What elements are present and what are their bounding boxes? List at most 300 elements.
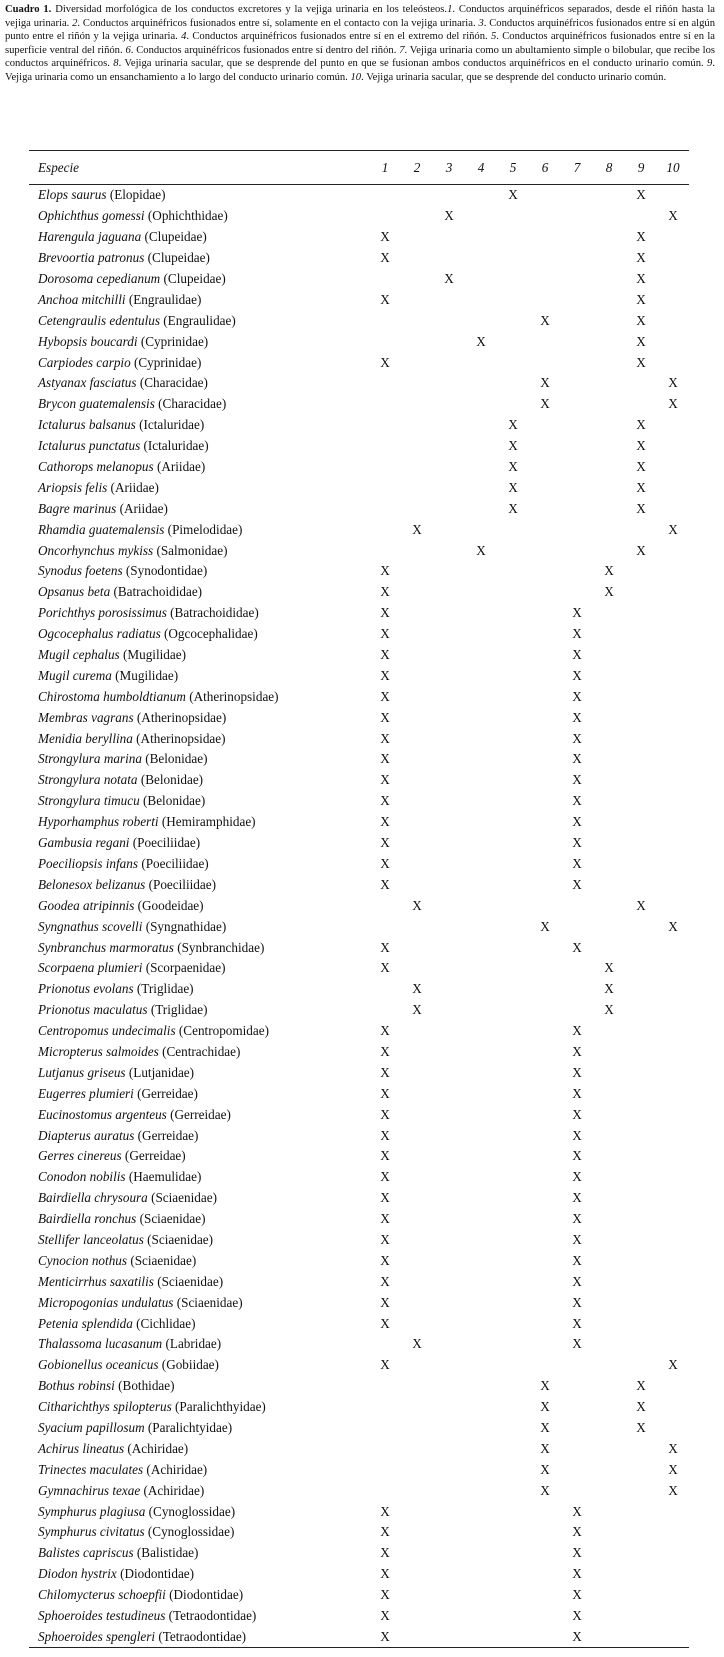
species-name: Porichthys porosissimus (38, 605, 167, 621)
mark-cell-4 (465, 1042, 497, 1063)
mark-cell-9 (625, 728, 657, 749)
species-name: Eucinostomus argenteus (38, 1106, 167, 1122)
species-name: Harengula jaguana (38, 229, 142, 245)
species-cell (29, 415, 369, 436)
mark-cell-7 (561, 1459, 593, 1480)
family-name: (Sciaenidae) (147, 1231, 214, 1247)
mark-cell-1 (369, 979, 401, 1000)
mark-cell-3 (433, 1104, 465, 1125)
mark-cell-2 (401, 1104, 433, 1125)
mark-cell-2: X (412, 897, 422, 913)
mark-cell-4 (465, 1250, 497, 1271)
caption-item-number: 2 (72, 17, 78, 29)
mark-cell-4 (465, 916, 497, 937)
species-name: Prionotus evolans (38, 981, 134, 997)
mark-cell-3 (433, 854, 465, 875)
species-cell (29, 645, 369, 666)
mark-cell-8 (593, 707, 625, 728)
mark-cell-9 (625, 958, 657, 979)
mark-cell-8 (593, 1083, 625, 1104)
mark-cell-1: X (380, 1273, 390, 1289)
mark-cell-2 (401, 854, 433, 875)
mark-cell-5 (497, 624, 529, 645)
caption-item-text: Conductos arquinéfricos fusionados entre sí en el extremo del riñón. (192, 31, 488, 43)
table-row (29, 1313, 689, 1334)
mark-cell-7: X (572, 1503, 582, 1519)
mark-cell-10 (657, 958, 689, 979)
species-name: Elops saurus (38, 187, 107, 203)
mark-cell-9 (625, 1209, 657, 1230)
mark-cell-2 (401, 749, 433, 770)
table-row (29, 624, 689, 645)
mark-cell-6 (529, 1000, 561, 1021)
caption-item-text: Conductos arquinéfricos separados, desde el riñón hasta la vejiga urinaria. (5, 4, 715, 29)
table-row (29, 854, 689, 875)
mark-cell-7: X (572, 1273, 582, 1289)
mark-cell-10 (657, 561, 689, 582)
mark-cell-6 (529, 728, 561, 749)
table-row (29, 1585, 689, 1606)
mark-cell-1: X (380, 1231, 390, 1247)
family-name: (Scorpaenidae) (145, 960, 226, 976)
mark-cell-4 (465, 248, 497, 269)
mark-cell-8 (593, 373, 625, 394)
species-cell (29, 331, 369, 352)
mark-cell-9: X (636, 479, 646, 495)
mark-cell-6 (529, 1042, 561, 1063)
table-row (29, 1522, 689, 1543)
mark-cell-1 (369, 477, 401, 498)
species-name: Balistes capriscus (38, 1545, 134, 1561)
mark-cell-3 (433, 958, 465, 979)
header-col-1: 1 (381, 159, 389, 175)
mark-cell-5 (497, 1626, 529, 1647)
table-row (29, 958, 689, 979)
mark-cell-5 (497, 1585, 529, 1606)
mark-cell-1: X (380, 605, 390, 621)
mark-cell-5 (497, 1480, 529, 1501)
mark-cell-3 (433, 833, 465, 854)
mark-cell-10 (657, 665, 689, 686)
mark-cell-5 (497, 1000, 529, 1021)
mark-cell-3 (433, 645, 465, 666)
species-name: Ophichthus gomessi (38, 208, 145, 224)
species-cell (29, 269, 369, 290)
mark-cell-8 (593, 1104, 625, 1125)
mark-cell-8 (593, 1606, 625, 1627)
mark-cell-10 (657, 1522, 689, 1543)
table-row (29, 1250, 689, 1271)
species-cell (29, 1564, 369, 1585)
mark-cell-1 (369, 1438, 401, 1459)
mark-cell-3 (433, 1313, 465, 1334)
mark-cell-2 (401, 1021, 433, 1042)
mark-cell-10 (657, 979, 689, 1000)
mark-cell-4 (465, 833, 497, 854)
mark-cell-8 (593, 540, 625, 561)
mark-cell-1 (369, 1459, 401, 1480)
species-name: Poeciliopsis infans (38, 855, 139, 871)
table-header-row (29, 151, 689, 184)
mark-cell-10 (657, 603, 689, 624)
mark-cell-4 (465, 436, 497, 457)
mark-cell-2 (401, 1042, 433, 1063)
mark-cell-9 (625, 874, 657, 895)
header-species: Especie (38, 159, 80, 175)
mark-cell-8 (593, 1355, 625, 1376)
mark-cell-3 (433, 310, 465, 331)
mark-cell-10 (657, 1606, 689, 1627)
mark-cell-8 (593, 1146, 625, 1167)
family-name: (Sciaenidae) (130, 1252, 197, 1268)
caption-item-number: 7 (399, 44, 405, 56)
family-name: (Paralichthyidae) (175, 1399, 266, 1415)
mark-cell-4: X (476, 542, 486, 558)
mark-cell-9 (625, 1104, 657, 1125)
mark-cell-5 (497, 854, 529, 875)
mark-cell-9 (625, 1188, 657, 1209)
mark-cell-2 (401, 1522, 433, 1543)
mark-cell-9 (625, 1334, 657, 1355)
table-row (29, 707, 689, 728)
mark-cell-10 (657, 707, 689, 728)
mark-cell-6 (529, 895, 561, 916)
mark-cell-3 (433, 582, 465, 603)
mark-cell-10 (657, 1271, 689, 1292)
mark-cell-4 (465, 1021, 497, 1042)
table-row (29, 1125, 689, 1146)
mark-cell-9: X (636, 542, 646, 558)
mark-cell-10 (657, 1146, 689, 1167)
header-col-8: 8 (605, 159, 613, 175)
mark-cell-10 (657, 1418, 689, 1439)
mark-cell-7 (561, 269, 593, 290)
mark-cell-10 (657, 1125, 689, 1146)
mark-cell-10 (657, 854, 689, 875)
table-row (29, 561, 689, 582)
mark-cell-10 (657, 227, 689, 248)
mark-cell-5 (497, 1167, 529, 1188)
mark-cell-1 (369, 310, 401, 331)
mark-cell-7 (561, 1376, 593, 1397)
table-row (29, 1271, 689, 1292)
mark-cell-10 (657, 770, 689, 791)
species-cell (29, 1418, 369, 1439)
mark-cell-10 (657, 749, 689, 770)
species-name: Opsanus beta (38, 584, 111, 600)
table-row (29, 1626, 689, 1647)
mark-cell-3 (433, 185, 465, 206)
family-name: (Belonidae) (145, 751, 208, 767)
mark-cell-6 (529, 1271, 561, 1292)
mark-cell-7: X (572, 688, 582, 704)
mark-cell-8 (593, 686, 625, 707)
mark-cell-9 (625, 561, 657, 582)
mark-cell-4 (465, 457, 497, 478)
mark-cell-6 (529, 958, 561, 979)
mark-cell-3: X (444, 271, 454, 286)
mark-cell-1: X (380, 855, 390, 871)
mark-cell-10: X (668, 1461, 678, 1477)
species-cell (29, 310, 369, 331)
mark-cell-1 (369, 895, 401, 916)
mark-cell-6 (529, 812, 561, 833)
mark-cell-1: X (380, 1169, 390, 1185)
mark-cell-7: X (572, 1628, 582, 1644)
mark-cell-4 (465, 791, 497, 812)
mark-cell-7 (561, 227, 593, 248)
mark-cell-4 (465, 1522, 497, 1543)
mark-cell-5 (497, 833, 529, 854)
table-row (29, 1083, 689, 1104)
mark-cell-5 (497, 1062, 529, 1083)
mark-cell-1: X (380, 1294, 390, 1310)
mark-cell-3 (433, 916, 465, 937)
mark-cell-5 (497, 1083, 529, 1104)
species-name: Carpiodes carpio (38, 354, 131, 370)
species-cell (29, 1021, 369, 1042)
mark-cell-2 (401, 1376, 433, 1397)
species-name: Cetengraulis edentulus (38, 312, 160, 328)
mark-cell-1: X (380, 1503, 390, 1519)
species-cell (29, 1104, 369, 1125)
mark-cell-9 (625, 1042, 657, 1063)
mark-cell-5 (497, 770, 529, 791)
species-cell (29, 665, 369, 686)
mark-cell-4 (465, 1313, 497, 1334)
table-body (29, 185, 689, 1647)
mark-cell-9 (625, 1292, 657, 1313)
species-cell (29, 1209, 369, 1230)
mark-cell-5 (497, 519, 529, 540)
species-cell (29, 833, 369, 854)
mark-cell-9 (625, 1000, 657, 1021)
mark-cell-2 (401, 1271, 433, 1292)
mark-cell-6 (529, 1230, 561, 1251)
mark-cell-3 (433, 1438, 465, 1459)
mark-cell-4 (465, 707, 497, 728)
table-row (29, 1104, 689, 1125)
mark-cell-9 (625, 937, 657, 958)
mark-cell-8 (593, 248, 625, 269)
mark-cell-9: X (636, 417, 646, 433)
mark-cell-6 (529, 248, 561, 269)
table-row (29, 582, 689, 603)
species-cell (29, 1146, 369, 1167)
mark-cell-4 (465, 1125, 497, 1146)
mark-cell-1: X (380, 1023, 390, 1039)
mark-cell-5 (497, 686, 529, 707)
mark-cell-8 (593, 1250, 625, 1271)
mark-cell-3 (433, 248, 465, 269)
mark-cell-4 (465, 561, 497, 582)
species-cell (29, 206, 369, 227)
mark-cell-9 (625, 1543, 657, 1564)
family-name: (Mugilidae) (115, 667, 179, 683)
mark-cell-3 (433, 415, 465, 436)
mark-cell-5 (497, 1438, 529, 1459)
mark-cell-8 (593, 1522, 625, 1543)
species-cell (29, 373, 369, 394)
mark-cell-3 (433, 1125, 465, 1146)
mark-cell-9 (625, 1271, 657, 1292)
species-name: Chirostoma humboldtianum (38, 688, 186, 704)
mark-cell-10 (657, 624, 689, 645)
mark-cell-10: X (668, 1357, 678, 1373)
mark-cell-8 (593, 394, 625, 415)
mark-cell-6 (529, 519, 561, 540)
mark-cell-1: X (380, 751, 390, 767)
table-row (29, 415, 689, 436)
mark-cell-5 (497, 582, 529, 603)
family-name: (Hemiramphidae) (161, 814, 256, 830)
mark-cell-2 (401, 958, 433, 979)
mark-cell-9 (625, 1313, 657, 1334)
species-name: Brycon guatemalensis (38, 396, 155, 412)
mark-cell-10: X (668, 1482, 678, 1498)
species-name: Strongylura marina (38, 751, 142, 767)
table-row (29, 1543, 689, 1564)
mark-cell-9 (625, 1564, 657, 1585)
mark-cell-7 (561, 310, 593, 331)
mark-cell-9 (625, 979, 657, 1000)
species-name: Hybopsis boucardi (38, 333, 138, 349)
mark-cell-7: X (572, 793, 582, 809)
mark-cell-4 (465, 582, 497, 603)
mark-cell-6 (529, 477, 561, 498)
species-cell (29, 248, 369, 269)
mark-cell-8 (593, 1209, 625, 1230)
mark-cell-10: X (668, 208, 678, 224)
species-table-container (29, 150, 689, 1648)
family-name: (Pimelodidae) (167, 521, 243, 537)
mark-cell-3 (433, 352, 465, 373)
mark-cell-1 (369, 331, 401, 352)
caption-item-number: 8 (113, 58, 119, 70)
species-name: Symphurus civitatus (38, 1524, 145, 1540)
mark-cell-4 (465, 895, 497, 916)
mark-cell-5 (497, 394, 529, 415)
family-name: (Bothidae) (118, 1378, 175, 1394)
mark-cell-5 (497, 728, 529, 749)
header-col-4: 4 (477, 159, 485, 175)
table-row (29, 1501, 689, 1522)
mark-cell-2 (401, 1564, 433, 1585)
mark-cell-9: X (636, 291, 646, 307)
mark-cell-7: X (572, 751, 582, 767)
family-name: (Haemulidae) (128, 1169, 202, 1185)
mark-cell-6 (529, 645, 561, 666)
mark-cell-2 (401, 728, 433, 749)
species-cell (29, 707, 369, 728)
mark-cell-4 (465, 749, 497, 770)
mark-cell-5: X (508, 459, 518, 475)
mark-cell-5 (497, 1606, 529, 1627)
table-row (29, 812, 689, 833)
species-name: Diapterus auratus (38, 1127, 135, 1143)
species-cell (29, 1376, 369, 1397)
caption-item-text: Conductos arquinéfricos fusionados entre sí en la superficie ventral del riñón. (5, 31, 716, 56)
mark-cell-3 (433, 331, 465, 352)
species-name: Ogcocephalus radiatus (38, 626, 161, 642)
mark-cell-8: X (604, 563, 614, 579)
mark-cell-5 (497, 1355, 529, 1376)
mark-cell-5 (497, 540, 529, 561)
family-name: (Tetraodontidae) (168, 1608, 257, 1623)
species-cell (29, 227, 369, 248)
mark-cell-2 (401, 770, 433, 791)
mark-cell-8 (593, 331, 625, 352)
mark-cell-3 (433, 895, 465, 916)
mark-cell-7 (561, 1418, 593, 1439)
mark-cell-1: X (380, 354, 390, 370)
mark-cell-6 (529, 1062, 561, 1083)
mark-cell-6 (529, 457, 561, 478)
mark-cell-1: X (380, 1211, 390, 1227)
mark-cell-10 (657, 540, 689, 561)
caption-item-text: Conductos arquinéfricos fusionados entre sí en algún punto entre el riñón y la vejiga urinaria. (5, 17, 715, 43)
mark-cell-7: X (572, 876, 582, 892)
mark-cell-1: X (380, 1085, 390, 1101)
mark-cell-9 (625, 791, 657, 812)
mark-cell-9: X (636, 897, 646, 913)
mark-cell-9: X (636, 500, 646, 516)
mark-cell-6: X (540, 918, 550, 934)
mark-cell-6 (529, 1146, 561, 1167)
mark-cell-9 (625, 1480, 657, 1501)
mark-cell-3 (433, 1626, 465, 1647)
mark-cell-1 (369, 1000, 401, 1021)
table-row (29, 770, 689, 791)
mark-cell-3 (433, 1585, 465, 1606)
mark-cell-8 (593, 916, 625, 937)
mark-cell-4 (465, 728, 497, 749)
species-cell (29, 1480, 369, 1501)
mark-cell-4 (465, 1334, 497, 1355)
species-name: Synodus foetens (38, 563, 123, 579)
mark-cell-7: X (572, 814, 582, 830)
species-name: Bagre marinus (38, 500, 117, 516)
table-row (29, 1397, 689, 1418)
mark-cell-7: X (572, 1190, 582, 1206)
species-name: Conodon nobilis (38, 1169, 126, 1185)
mark-cell-1 (369, 394, 401, 415)
mark-cell-4 (465, 1480, 497, 1501)
mark-cell-10 (657, 185, 689, 206)
mark-cell-10 (657, 415, 689, 436)
mark-cell-6 (529, 1626, 561, 1647)
mark-cell-7 (561, 498, 593, 519)
mark-cell-6 (529, 185, 561, 206)
mark-cell-5: X (508, 479, 518, 495)
table-row (29, 1042, 689, 1063)
mark-cell-4 (465, 1062, 497, 1083)
mark-cell-1: X (380, 814, 390, 830)
species-cell (29, 895, 369, 916)
mark-cell-1 (369, 269, 401, 290)
species-name: Hyporhamphus roberti (38, 814, 159, 830)
mark-cell-5 (497, 1397, 529, 1418)
mark-cell-1: X (380, 291, 390, 307)
mark-cell-9 (625, 1626, 657, 1647)
species-cell (29, 854, 369, 875)
mark-cell-7 (561, 979, 593, 1000)
mark-cell-9: X (636, 333, 646, 349)
mark-cell-8 (593, 895, 625, 916)
mark-cell-1: X (380, 960, 390, 976)
mark-cell-3 (433, 624, 465, 645)
mark-cell-7: X (572, 1148, 582, 1164)
